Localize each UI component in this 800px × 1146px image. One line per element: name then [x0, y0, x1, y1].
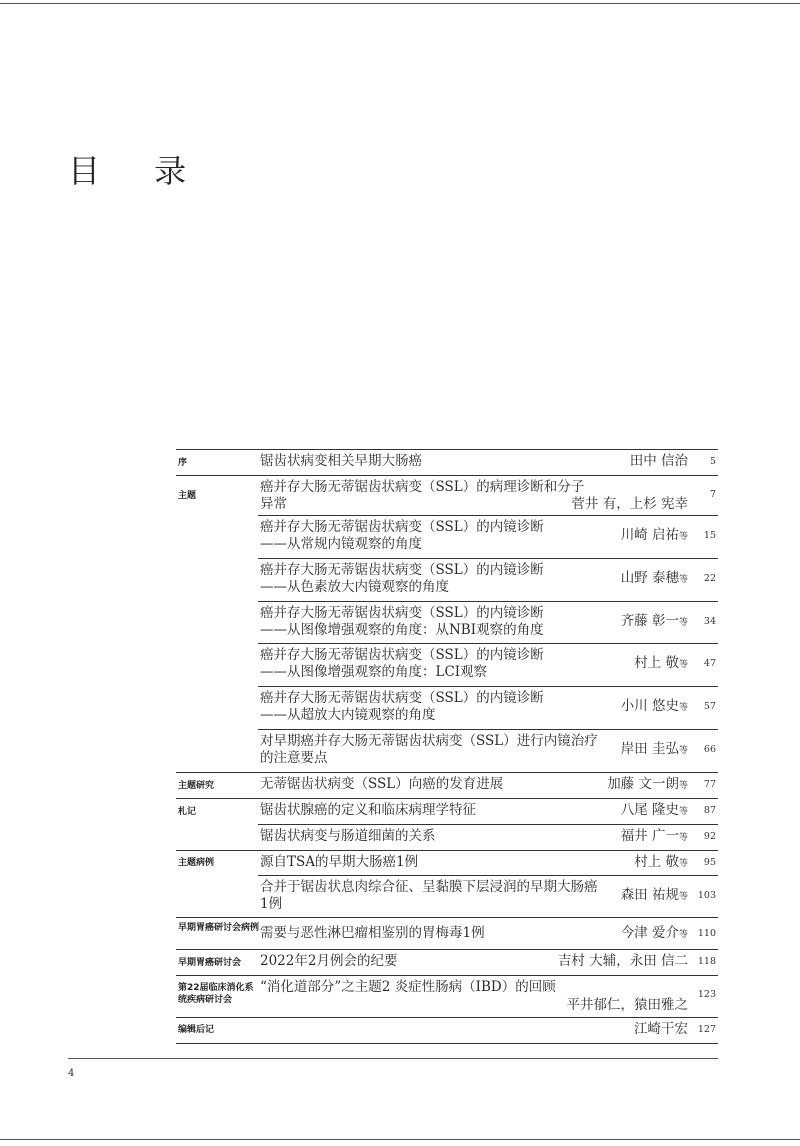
toc-title: 锯齿状病变与肠道细菌的关系 — [260, 828, 436, 844]
author-etc: 等 — [678, 660, 688, 670]
bottom-border — [0, 1139, 800, 1140]
toc-title: 需要与恶性淋巴瘤相鉴别的胃梅毒1例 — [260, 925, 485, 941]
table-of-contents — [176, 449, 718, 1044]
toc-title: 癌并存大肠无蒂锯齿状病变（SSL）的内镜诊断——从常规内镜观察的角度 — [260, 519, 544, 552]
author-etc: 等 — [678, 833, 688, 843]
toc-category: 主题 — [178, 491, 197, 501]
toc-author — [571, 496, 688, 513]
toc-page: 47 — [703, 658, 716, 669]
toc-title: 合并于锯齿状息肉综合征、呈黏膜下层浸润的早期大肠癌1例 — [260, 879, 598, 912]
page-title: 目 录 — [68, 152, 209, 190]
toc-row[interactable] — [176, 950, 718, 976]
author-name: 岸田 圭弘 — [620, 741, 679, 757]
author-name: 八尾 隆史 — [620, 802, 679, 818]
author-name: 江崎干宏 — [634, 1021, 688, 1037]
toc-category: 主题病例 — [178, 858, 215, 868]
toc-category: 编辑后记 — [178, 1025, 215, 1035]
toc-title: 癌并存大肠无蒂锯齿状病变（SSL）的内镜诊断——从超放大内镜观察的角度 — [260, 690, 544, 723]
toc-author — [621, 828, 688, 847]
author-etc: 等 — [678, 930, 688, 940]
author-name: 田中 信治 — [629, 453, 688, 469]
toc-author — [634, 1021, 688, 1038]
toc-title: 癌并存大肠无蒂锯齿状病变（SSL）的内镜诊断——从图像增强观察的角度：LCI观察 — [260, 647, 544, 680]
toc-category: 札记 — [178, 807, 197, 817]
toc-page: 87 — [703, 805, 716, 816]
toc-author — [621, 698, 688, 717]
top-border — [0, 3, 800, 4]
author-etc: 等 — [678, 859, 688, 869]
page-number: 4 — [68, 1068, 75, 1079]
toc-author — [621, 887, 688, 906]
toc-row[interactable] — [176, 976, 718, 1018]
toc-title: 无蒂锯齿状病变（SSL）向癌的发育进展 — [260, 776, 504, 792]
author-name: 菅井 有，上杉 宪幸 — [571, 496, 688, 512]
toc-title: “消化道部分”之主题2 炎症性肠病（IBD）的回顾 — [260, 979, 556, 995]
author-etc: 等 — [678, 746, 688, 756]
footer-divider — [68, 1058, 718, 1059]
author-etc: 等 — [678, 807, 688, 817]
toc-title: 2022年2月例会的纪要 — [260, 953, 398, 969]
author-etc: 等 — [678, 575, 688, 585]
toc-row[interactable] — [176, 687, 718, 730]
toc-category: 序 — [178, 458, 188, 468]
toc-category: 早期胃癌研讨会病例 — [178, 923, 260, 933]
toc-page: 5 — [709, 456, 716, 467]
toc-author — [630, 453, 688, 470]
author-name: 川崎 启祐 — [620, 527, 679, 543]
toc-page: 127 — [697, 1024, 716, 1035]
toc-category: 主题研究 — [178, 781, 215, 791]
author-name: 吉村 大辅，永田 信二 — [557, 953, 688, 969]
author-name: 今津 爱介 — [620, 925, 679, 941]
toc-page: 123 — [697, 989, 716, 1000]
toc-author — [621, 741, 688, 760]
toc-row[interactable] — [176, 476, 718, 516]
toc-row[interactable] — [176, 876, 718, 918]
toc-row[interactable] — [176, 644, 718, 687]
toc-title: 锯齿状腺癌的定义和临床病理学特征 — [260, 802, 476, 818]
toc-title: 癌并存大肠无蒂锯齿状病变（SSL）的病理诊断和分子异常 — [260, 479, 585, 512]
toc-page: 15 — [703, 530, 716, 541]
toc-title: 癌并存大肠无蒂锯齿状病变（SSL）的内镜诊断——从色素放大内镜观察的角度 — [260, 562, 544, 595]
toc-row[interactable] — [176, 450, 718, 476]
author-etc: 等 — [678, 703, 688, 713]
author-etc: 等 — [678, 892, 688, 902]
toc-page: 57 — [703, 701, 716, 712]
toc-page: 22 — [703, 573, 716, 584]
toc-author — [621, 570, 688, 589]
toc-page: 7 — [709, 489, 716, 500]
toc-page: 95 — [703, 857, 716, 868]
toc-author — [621, 613, 688, 632]
toc-page: 77 — [703, 779, 716, 790]
toc-row[interactable] — [176, 730, 718, 773]
toc-row[interactable] — [176, 825, 718, 851]
toc-author — [558, 953, 688, 970]
author-name: 福井 广一 — [620, 828, 679, 844]
toc-row[interactable] — [176, 851, 718, 876]
toc-row[interactable] — [176, 1018, 718, 1044]
toc-author — [621, 925, 688, 944]
toc-row[interactable] — [176, 773, 718, 799]
toc-author — [634, 854, 688, 873]
toc-page: 118 — [697, 956, 716, 967]
toc-page: 34 — [703, 616, 716, 627]
toc-author — [607, 776, 688, 795]
toc-category: 第22届临床消化系统疾病研讨会 — [178, 983, 254, 1005]
toc-row[interactable] — [176, 918, 718, 950]
author-name: 齐藤 彰一 — [620, 613, 679, 629]
author-etc: 等 — [678, 781, 688, 791]
author-name: 山野 泰穗 — [620, 570, 679, 586]
author-name: 加藤 文一朗 — [607, 776, 679, 792]
toc-category: 早期胃癌研讨会 — [178, 958, 242, 968]
author-name: 森田 祐规 — [620, 887, 679, 903]
toc-page: 110 — [697, 928, 716, 939]
toc-page: 92 — [703, 831, 716, 842]
toc-row[interactable] — [176, 602, 718, 644]
toc-page: 66 — [703, 744, 716, 755]
toc-author — [634, 655, 688, 674]
toc-author — [621, 802, 688, 821]
author-name: 村上 敬 — [634, 655, 679, 671]
toc-title: 对早期癌并存大肠无蒂锯齿状病变（SSL）进行内镜治疗的注意要点 — [260, 733, 598, 766]
toc-title: 锯齿状病变相关早期大肠癌 — [260, 453, 422, 469]
toc-title: 源自TSA的早期大肠癌1例 — [260, 854, 419, 870]
author-name: 小川 悠史 — [620, 698, 679, 714]
toc-page: 103 — [697, 890, 716, 901]
author-etc: 等 — [678, 618, 688, 628]
toc-author — [621, 527, 688, 546]
author-etc: 等 — [678, 532, 688, 542]
author-name: 村上 敬 — [634, 854, 679, 870]
author-name: 平井郁仁，猿田雅之 — [566, 997, 688, 1013]
toc-row[interactable] — [176, 559, 718, 602]
toc-author — [567, 997, 689, 1014]
toc-title: 癌并存大肠无蒂锯齿状病变（SSL）的内镜诊断——从图像增强观察的角度：从NBI观察的角度 — [260, 605, 544, 638]
toc-row[interactable] — [176, 799, 718, 825]
toc-row[interactable] — [176, 516, 718, 559]
